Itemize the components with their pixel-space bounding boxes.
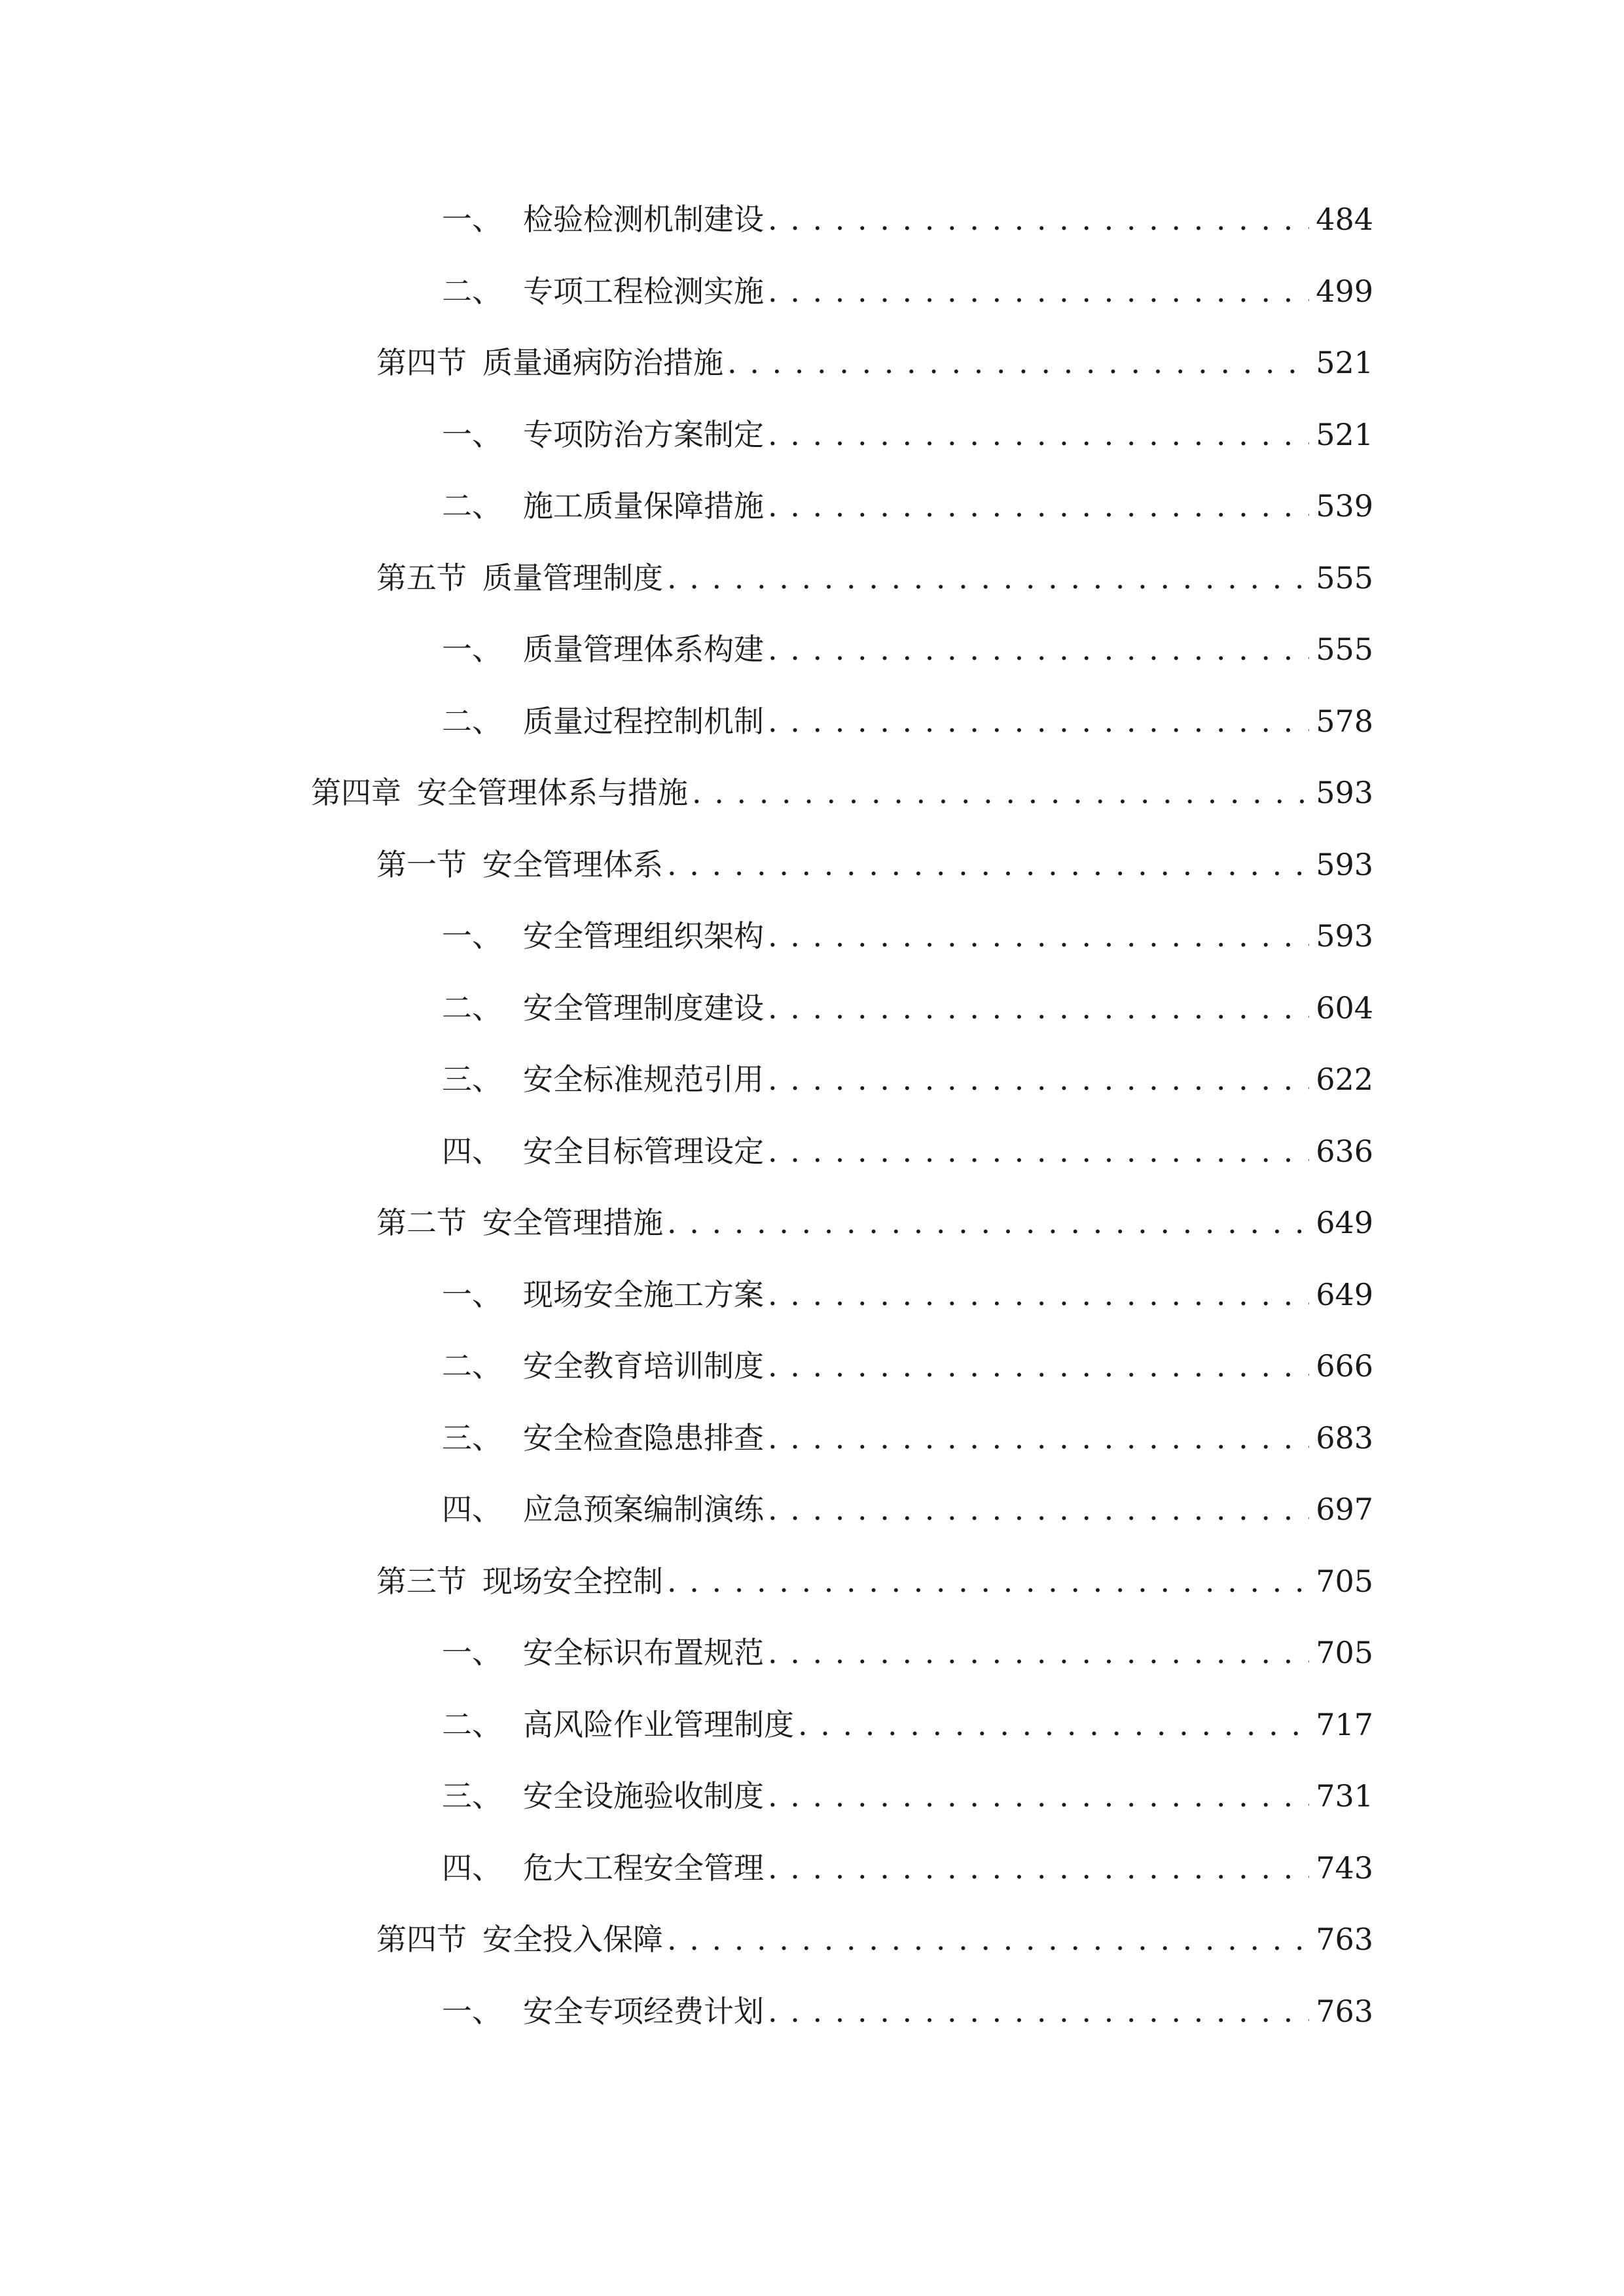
toc-entry[interactable] (376, 552, 1373, 604)
toc-entry[interactable] (442, 265, 1373, 317)
toc-entry-number: 第三节 (376, 1564, 467, 1599)
toc-entry-number: 二、 (442, 704, 502, 739)
toc-entry-page: 555 (1316, 560, 1373, 596)
dot-leader (727, 336, 1309, 389)
dot-leader (798, 1698, 1309, 1751)
dot-leader (667, 838, 1309, 891)
toc-entry-number: 一、 (442, 632, 502, 667)
toc-entry-number: 一、 (442, 202, 502, 237)
toc-entry[interactable] (442, 408, 1373, 461)
toc-entry-page: 705 (1316, 1635, 1373, 1670)
toc-entry-page: 763 (1316, 1922, 1373, 1957)
toc-entry[interactable] (442, 1626, 1373, 1679)
toc-entry[interactable] (376, 1196, 1373, 1249)
toc-entry-title: 安全目标管理设定 (523, 1134, 764, 1169)
toc-entry-page: 604 (1316, 990, 1373, 1026)
toc-entry-number: 二、 (442, 274, 502, 309)
dot-leader (768, 1268, 1309, 1321)
toc-entry-page: 649 (1316, 1205, 1373, 1240)
toc-entry-title: 专项防治方案制定 (523, 417, 764, 452)
toc-entry-title: 安全管理组织架构 (523, 918, 764, 954)
toc-entry[interactable] (376, 1555, 1373, 1607)
toc-entry-page: 499 (1316, 274, 1373, 309)
toc-entry[interactable] (442, 1483, 1373, 1535)
toc-entry-page: 763 (1316, 1994, 1373, 2029)
toc-entry[interactable] (442, 623, 1373, 675)
toc-entry[interactable] (376, 1913, 1373, 1965)
dot-leader (768, 623, 1309, 675)
toc-entry-page: 649 (1316, 1277, 1373, 1312)
dot-leader (768, 1483, 1309, 1535)
toc-entry-title: 危大工程安全管理 (523, 1850, 764, 1886)
toc-entry-page: 717 (1316, 1707, 1373, 1742)
toc-entry-title: 高风险作业管理制度 (523, 1707, 794, 1742)
toc-entry-title: 安全管理措施 (482, 1205, 663, 1240)
dot-leader (768, 1842, 1309, 1894)
toc-entry-title: 现场安全控制 (482, 1564, 663, 1599)
toc-entry-title: 安全专项经费计划 (523, 1994, 764, 2029)
toc-entry-title: 质量管理体系构建 (523, 632, 764, 667)
toc-entry-number: 一、 (442, 1635, 502, 1670)
toc-entry-title: 安全检查隐患排查 (523, 1420, 764, 1456)
toc-entry-title: 现场安全施工方案 (523, 1277, 764, 1312)
toc-entry-page: 578 (1316, 704, 1373, 739)
dot-leader (768, 1125, 1309, 1177)
toc-entry[interactable] (442, 193, 1373, 245)
toc-entry[interactable] (442, 695, 1373, 747)
toc-entry[interactable] (442, 1770, 1373, 1822)
dot-leader (768, 193, 1309, 245)
dot-leader (667, 1196, 1309, 1249)
toc-entry-number: 三、 (442, 1062, 502, 1097)
dot-leader (768, 1985, 1309, 2037)
toc-entry-number: 四、 (442, 1492, 502, 1527)
toc-entry-number: 第二节 (376, 1205, 467, 1240)
dot-leader (768, 265, 1309, 317)
dot-leader (768, 480, 1309, 532)
toc-entry-page: 697 (1316, 1492, 1373, 1527)
toc-entry-page: 593 (1316, 847, 1373, 882)
dot-leader (768, 408, 1309, 461)
dot-leader (667, 1913, 1309, 1965)
toc-entry-number: 二、 (442, 488, 502, 524)
dot-leader (768, 1626, 1309, 1679)
toc-entry-page: 705 (1316, 1564, 1373, 1599)
toc-entry-page: 622 (1316, 1062, 1373, 1097)
toc-entry[interactable] (442, 1125, 1373, 1177)
dot-leader (768, 1770, 1309, 1822)
dot-leader (667, 1555, 1309, 1607)
toc-entry-title: 施工质量保障措施 (523, 488, 764, 524)
toc-entry[interactable] (442, 1842, 1373, 1894)
toc-entry[interactable] (442, 1053, 1373, 1105)
toc-entry-page: 743 (1316, 1850, 1373, 1886)
toc-entry-number: 第四节 (376, 345, 467, 380)
toc-entry-number: 第一节 (376, 847, 467, 882)
toc-entry-number: 二、 (442, 990, 502, 1026)
toc-entry-page: 521 (1316, 345, 1373, 380)
toc-entry-title: 专项工程检测实施 (523, 274, 764, 309)
toc-entry[interactable] (442, 1985, 1373, 2037)
toc-entry[interactable] (442, 910, 1373, 962)
toc-entry-number: 第四章 (311, 775, 401, 810)
toc-entry-page: 484 (1316, 202, 1373, 237)
toc-entry-number: 二、 (442, 1707, 502, 1742)
toc-entry-title: 检验检测机制建设 (523, 202, 764, 237)
toc-entry-number: 一、 (442, 1277, 502, 1312)
toc-entry-title: 安全投入保障 (482, 1922, 663, 1957)
toc-entry-number: 四、 (442, 1134, 502, 1169)
toc-entry[interactable] (311, 766, 1373, 819)
toc-entry-page: 666 (1316, 1348, 1373, 1384)
dot-leader (768, 1053, 1309, 1105)
toc-entry-page: 731 (1316, 1778, 1373, 1814)
toc-entry-number: 一、 (442, 918, 502, 954)
dot-leader (768, 695, 1309, 747)
dot-leader (667, 552, 1309, 604)
toc-entry-title: 安全管理体系 (482, 847, 663, 882)
toc-entry[interactable] (442, 1698, 1373, 1751)
toc-entry[interactable] (376, 838, 1373, 891)
toc-entry-title: 质量过程控制机制 (523, 704, 764, 739)
toc-entry[interactable] (376, 336, 1373, 389)
toc-entry-number: 四、 (442, 1850, 502, 1886)
toc-entry-page: 593 (1316, 775, 1373, 810)
toc-entry[interactable] (442, 1268, 1373, 1321)
toc-entry-number: 三、 (442, 1778, 502, 1814)
toc-entry-page: 593 (1316, 918, 1373, 954)
toc-entry[interactable] (442, 1412, 1373, 1464)
toc-entry-number: 第五节 (376, 560, 467, 596)
toc-entry[interactable] (442, 480, 1373, 532)
dot-leader (768, 982, 1309, 1034)
toc-entry[interactable] (442, 982, 1373, 1034)
toc-entry-number: 一、 (442, 417, 502, 452)
toc-entry-title: 质量通病防治措施 (482, 345, 723, 380)
toc-entry-title: 质量管理制度 (482, 560, 663, 596)
toc-entry-title: 安全标识布置规范 (523, 1635, 764, 1670)
toc-entry-number: 第四节 (376, 1922, 467, 1957)
toc-entry-number: 二、 (442, 1348, 502, 1384)
dot-leader (692, 766, 1309, 819)
toc-entry-number: 一、 (442, 1994, 502, 2029)
toc-entry-title: 安全标准规范引用 (523, 1062, 764, 1097)
toc-entry-page: 636 (1316, 1134, 1373, 1169)
toc-entry-page: 539 (1316, 488, 1373, 524)
toc-entry-page: 555 (1316, 632, 1373, 667)
toc-entry-page: 683 (1316, 1420, 1373, 1456)
toc-entry-title: 安全管理体系与措施 (417, 775, 688, 810)
toc-entry-title: 安全管理制度建设 (523, 990, 764, 1026)
toc-entry-title: 安全教育培训制度 (523, 1348, 764, 1384)
dot-leader (768, 1340, 1309, 1392)
toc-entry-title: 安全设施验收制度 (523, 1778, 764, 1814)
toc-entry[interactable] (442, 1340, 1373, 1392)
dot-leader (768, 1412, 1309, 1464)
toc-entry-page: 521 (1316, 417, 1373, 452)
toc-entry-title: 应急预案编制演练 (523, 1492, 764, 1527)
dot-leader (768, 910, 1309, 962)
toc-entry-number: 三、 (442, 1420, 502, 1456)
